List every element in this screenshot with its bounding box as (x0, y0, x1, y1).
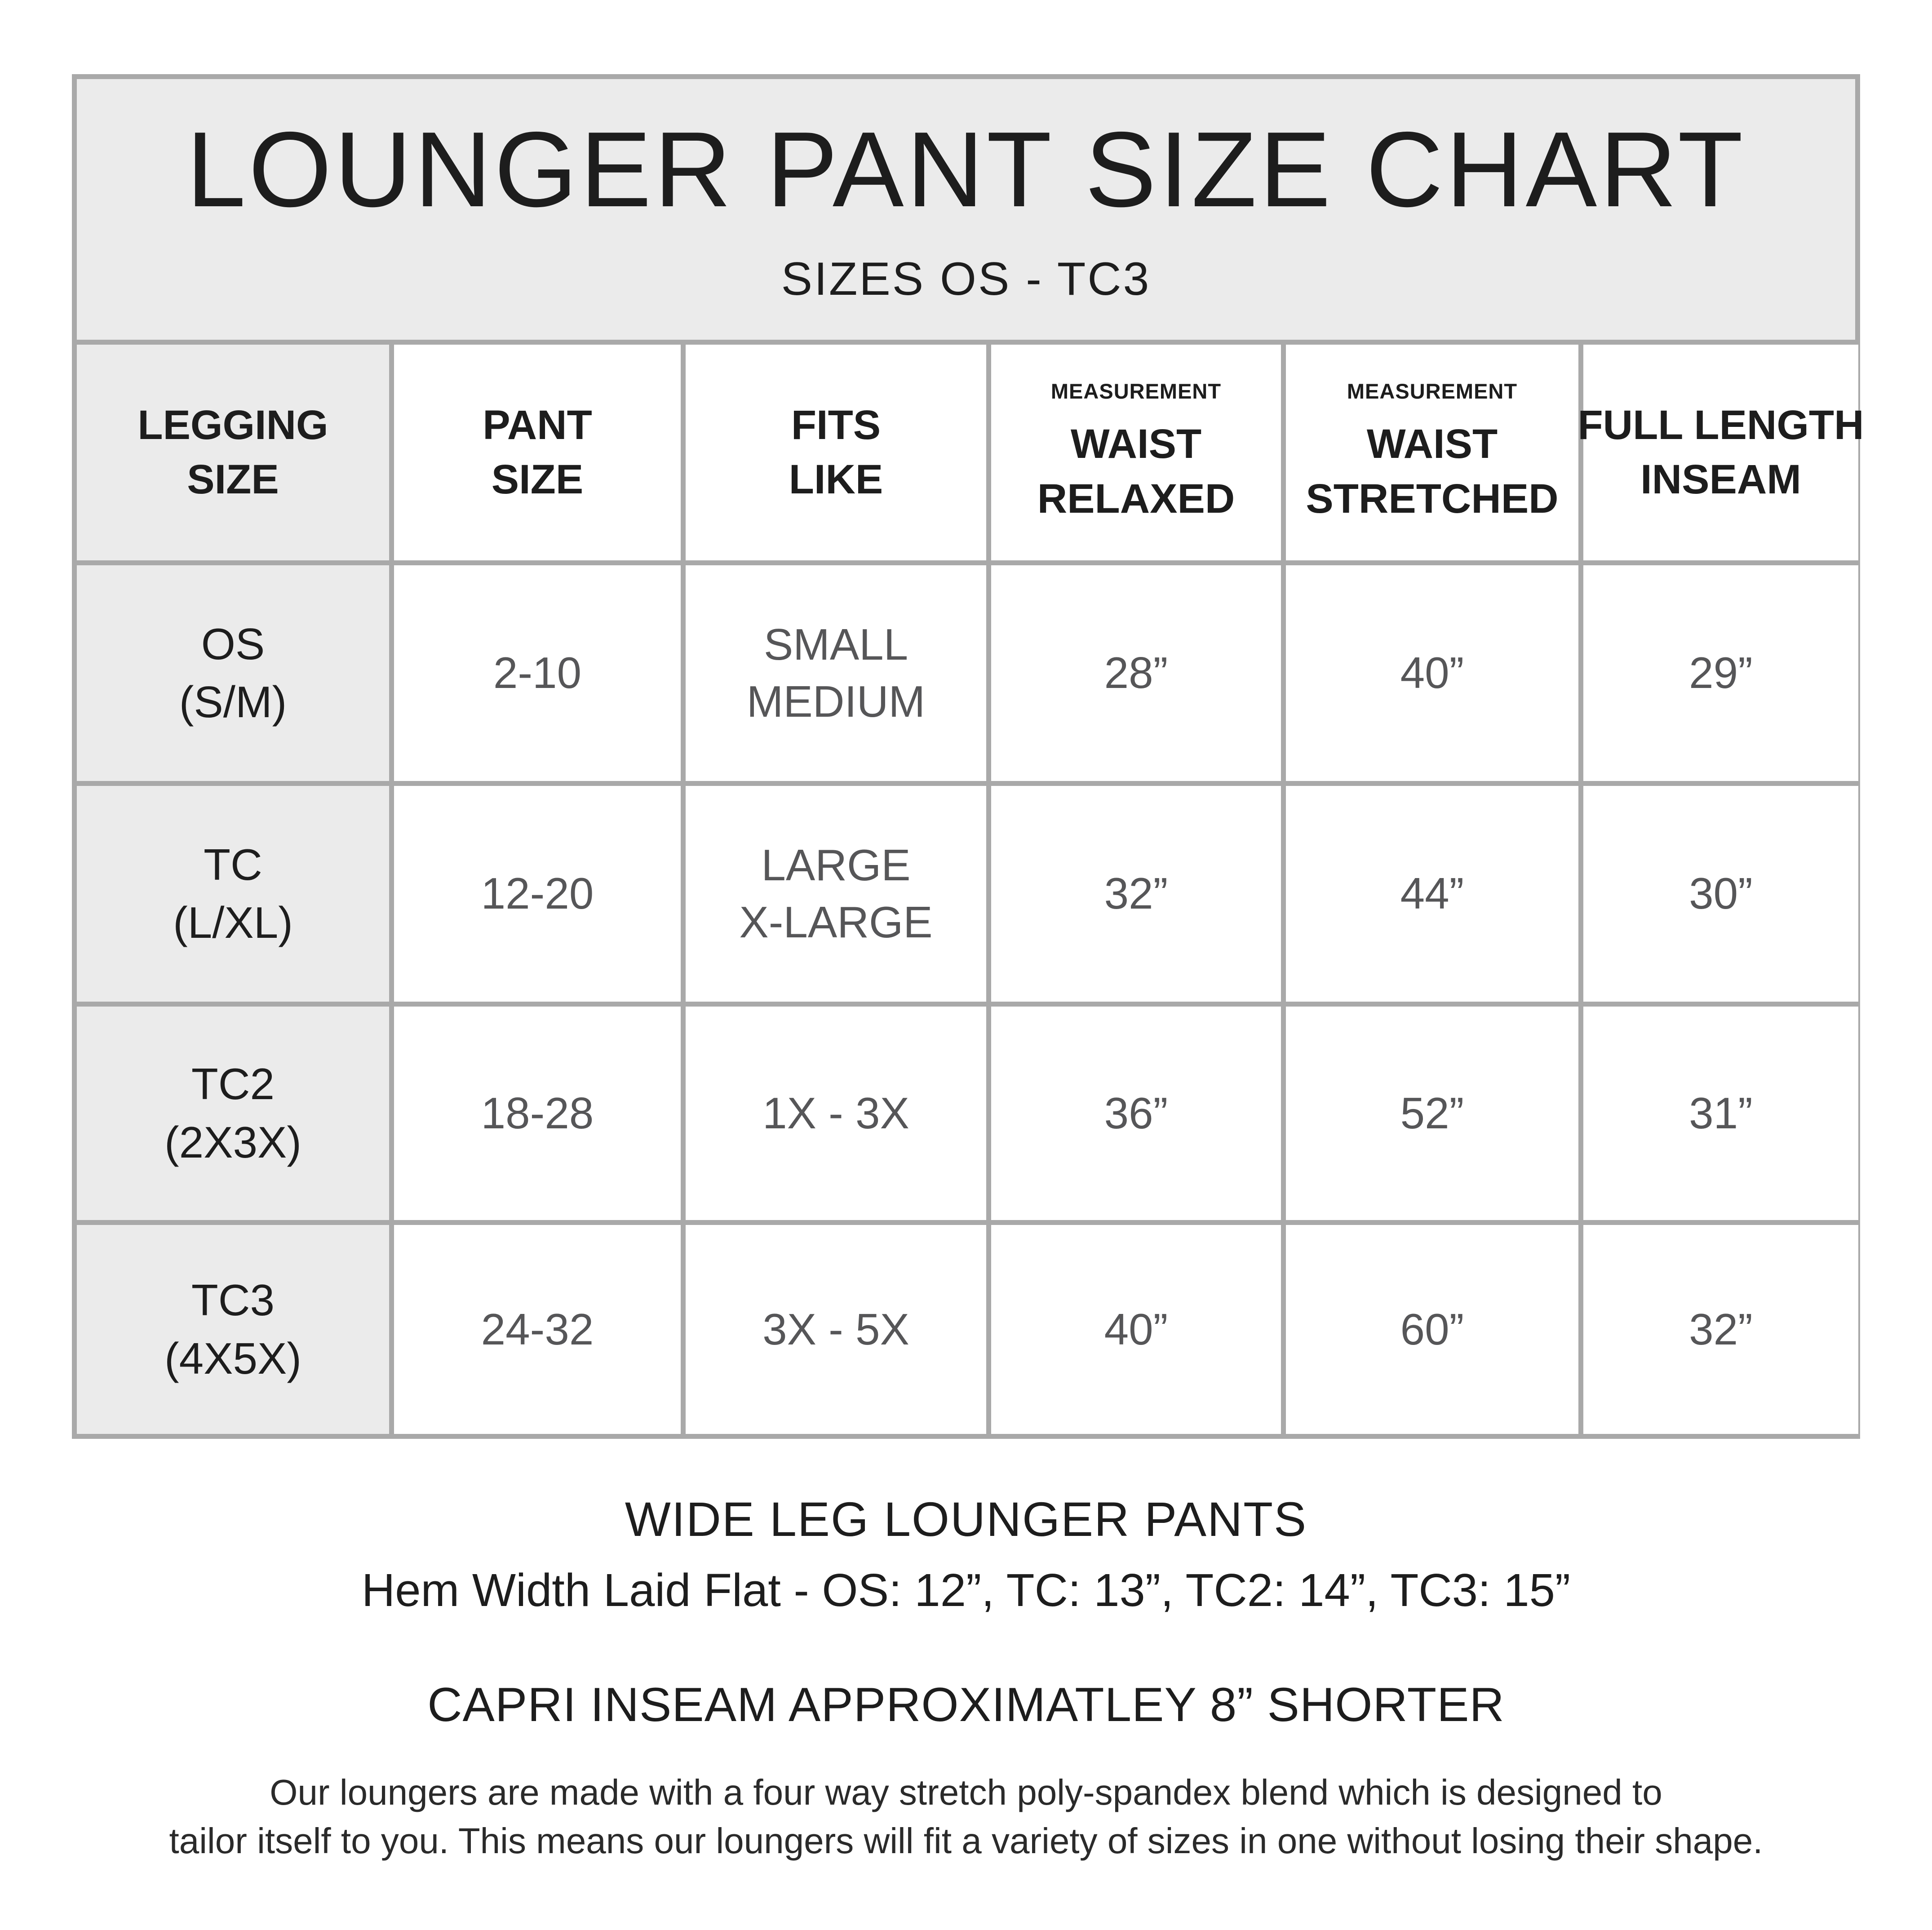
cell-tc3-pant-size: 24-32 (394, 1225, 681, 1434)
cell-tc2-inseam: 31” (1583, 1007, 1858, 1220)
row-label-tc: TC (L/XL) (77, 786, 389, 1002)
cell-tc2-waist-stretched: 52” (1286, 1007, 1578, 1220)
size-chart-panel (72, 74, 1864, 1439)
capri-inseam-heading: CAPRI INSEAM APPROXIMATLEY 8” SHORTER (427, 1677, 1505, 1731)
row-label-os: OS (S/M) (77, 565, 389, 781)
cell-tc-inseam: 30” (1583, 786, 1858, 1002)
cell-os-waist-relaxed: 28” (991, 565, 1281, 781)
cell-tc2-fits-like: 1X - 3X (686, 1007, 986, 1220)
cell-tc3-waist-relaxed: 40” (991, 1225, 1281, 1434)
measurement-label: MEASUREMENT (1050, 379, 1222, 404)
column-header-waist-relaxed: MEASUREMENT WAIST RELAXED (991, 345, 1281, 560)
row-label-tc2: TC2 (2X3X) (77, 1007, 389, 1220)
page-title: LOUNGER PANT SIZE CHART (186, 110, 1746, 229)
column-header-legging-size: LEGGING SIZE (77, 345, 389, 560)
column-header-pant-size: PANT SIZE (394, 345, 681, 560)
fabric-description-line2: tailor itself to you. This means our loungers will fit a variety of sizes in one without losing their shape. (169, 1821, 1763, 1861)
cell-os-waist-stretched: 40” (1286, 565, 1578, 781)
size-table (77, 345, 1864, 1434)
cell-tc3-inseam: 32” (1583, 1225, 1858, 1434)
fabric-description-line1: Our loungers are made with a four way stretch poly-spandex blend which is designed to (270, 1772, 1662, 1812)
cell-tc-waist-stretched: 44” (1286, 786, 1578, 1002)
column-header-full-length-inseam: FULL LENGTH INSEAM (1583, 345, 1858, 560)
measurement-label: MEASUREMENT (1347, 379, 1518, 404)
fabric-description (0, 1768, 1932, 1865)
size-chart-page (0, 74, 1932, 1930)
cell-os-pant-size: 2-10 (394, 565, 681, 781)
cell-tc3-fits-like: 3X - 5X (686, 1225, 986, 1434)
cell-tc2-waist-relaxed: 36” (991, 1007, 1281, 1220)
cell-os-inseam: 29” (1583, 565, 1858, 781)
cell-tc-waist-relaxed: 32” (991, 786, 1281, 1002)
title-block (77, 79, 1855, 340)
cell-tc3-waist-stretched: 60” (1286, 1225, 1578, 1434)
cell-tc2-pant-size: 18-28 (394, 1007, 681, 1220)
hem-width-note: Hem Width Laid Flat - OS: 12”, TC: 13”, TC2: 14”, TC3: 15” (361, 1564, 1571, 1616)
cell-tc-pant-size: 12-20 (394, 786, 681, 1002)
page-subtitle: SIZES OS - TC3 (781, 253, 1151, 305)
column-header-fits-like: FITS LIKE (686, 345, 986, 560)
cell-tc-fits-like: LARGE X-LARGE (686, 786, 986, 1002)
footer-notes (0, 1492, 1932, 1865)
row-label-tc3: TC3 (4X5X) (77, 1225, 389, 1434)
column-header-waist-stretched: MEASUREMENT WAIST STRETCHED (1286, 345, 1578, 560)
cell-os-fits-like: SMALL MEDIUM (686, 565, 986, 781)
wide-leg-heading: WIDE LEG LOUNGER PANTS (625, 1492, 1307, 1546)
